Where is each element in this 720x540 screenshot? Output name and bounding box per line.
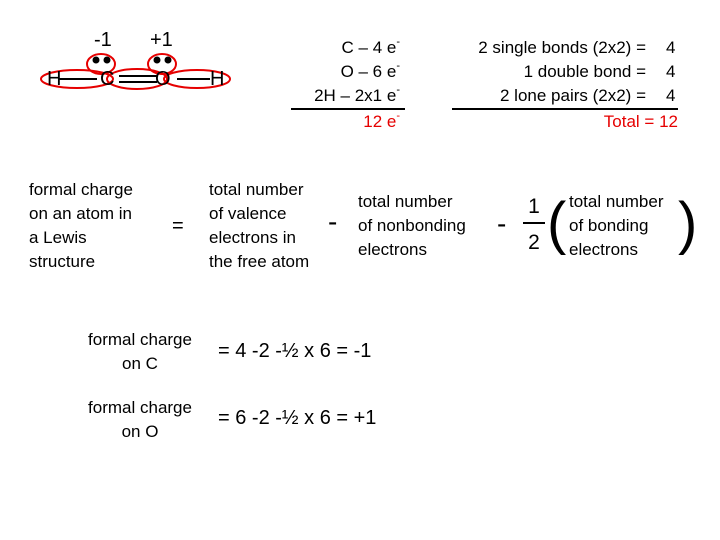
formal-charge-label-c: -1 bbox=[94, 29, 112, 51]
formal-charge-label-o: +1 bbox=[150, 29, 173, 51]
bond-row-label: 2 lone pairs (2x2) = bbox=[500, 86, 646, 105]
parenthesis-open: ( bbox=[547, 191, 567, 256]
bond-row-value: 4 bbox=[666, 86, 676, 105]
lone-pair-dot bbox=[154, 57, 161, 64]
atom-c: C bbox=[100, 68, 115, 90]
parenthesis-close: ) bbox=[678, 191, 698, 256]
bond-row-value: 4 bbox=[666, 38, 676, 57]
count-carbon: C – 4 e- bbox=[341, 36, 400, 57]
lone-pair-dot bbox=[165, 57, 172, 64]
formula-equals-sign: = bbox=[172, 215, 184, 237]
atom-o: O bbox=[155, 68, 171, 90]
formula-minus-sign: - bbox=[328, 206, 338, 237]
lone-pair-dot bbox=[104, 57, 111, 64]
calc-label-carbon: formal charge on C bbox=[88, 330, 192, 373]
fraction-bar bbox=[523, 222, 545, 224]
count-oxygen: O – 6 e- bbox=[340, 60, 400, 81]
atom-h-left: H bbox=[47, 68, 62, 90]
lone-pair-dot bbox=[93, 57, 100, 64]
bond-total: Total = 12 bbox=[603, 112, 678, 131]
count-hydrogen: 2H – 2x1 e- bbox=[314, 84, 400, 105]
formula-minus-sign: - bbox=[497, 208, 507, 239]
atom-h-right: H bbox=[210, 68, 225, 90]
formula-term-valence: total number of valence electrons in the free atom bbox=[209, 180, 310, 271]
count-total: 12 e- bbox=[363, 110, 400, 131]
bond-row-label: 1 double bond = bbox=[523, 62, 646, 81]
formula-term-formal-charge: formal charge on an atom in a Lewis structure bbox=[29, 180, 133, 271]
calc-expression-oxygen: = 6 -2 -½ x 6 = +1 bbox=[218, 407, 377, 429]
fraction-numerator: 1 bbox=[528, 195, 540, 218]
bond-row-value: 4 bbox=[666, 62, 676, 81]
fraction-denominator: 2 bbox=[528, 231, 540, 254]
bond-row-label: 2 single bonds (2x2) = bbox=[478, 38, 646, 57]
formula-term-bonding: total number of bonding electrons bbox=[569, 192, 664, 259]
formula-term-nonbonding: total number of nonbonding electrons bbox=[358, 192, 466, 259]
calc-label-oxygen: formal charge on O bbox=[88, 398, 192, 441]
calc-expression-carbon: = 4 -2 -½ x 6 = -1 bbox=[218, 340, 372, 362]
